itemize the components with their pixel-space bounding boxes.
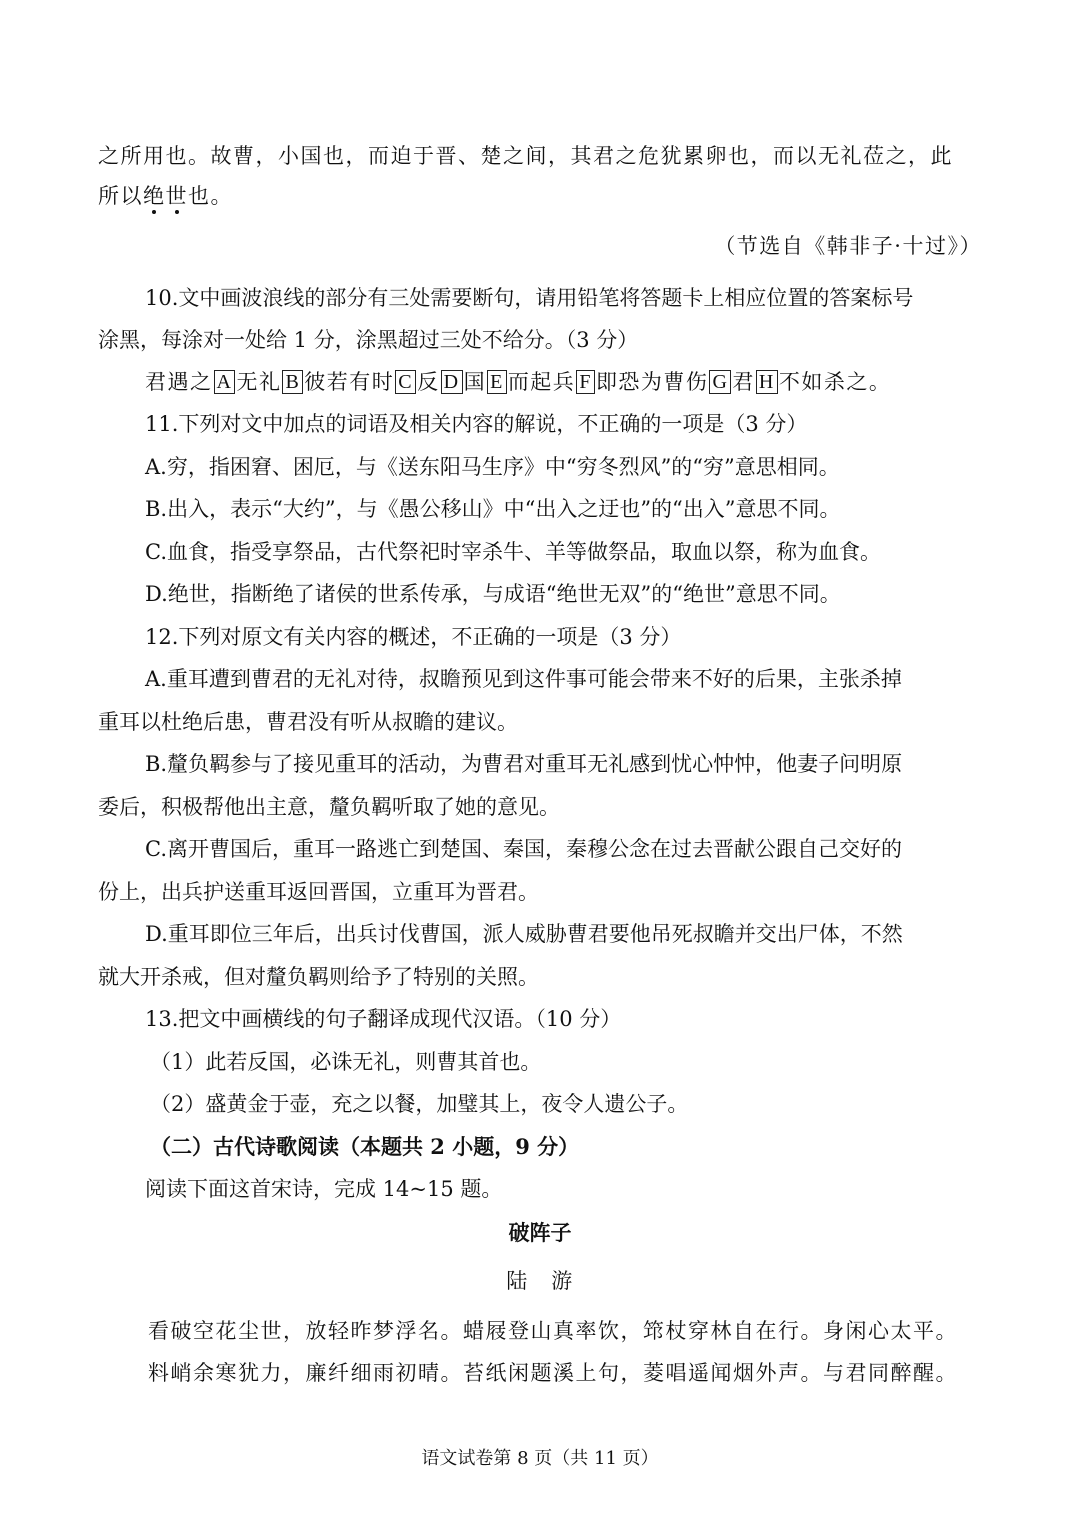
q12-option-c-2: 份上，出兵护送重耳返回晋国，立重耳为晋君。	[98, 880, 539, 904]
q13-sentence-2: （2）盛黄金于壶，充之以餐，加璧其上，夜令人遗公子。	[150, 1092, 689, 1116]
q12-option-a-1: A.重耳遭到曹君的无礼对待，叔瞻预见到这件事可能会带来不好的后果，主张杀掉	[145, 667, 902, 691]
poem-author: 陆 游	[506, 1269, 574, 1293]
segment-text: 而起兵	[507, 370, 576, 394]
q11-stem: 11.下列对文中加点的词语及相关内容的解说，不正确的一项是（3 分）	[145, 412, 808, 436]
q13-sentence-1: （1）此若反国，必诛无礼，则曹其首也。	[150, 1050, 542, 1074]
poem-line-1: 看破空花尘世，放轻昨梦浮名。蜡屐登山真率饮，筇杖穿林自在行。身闲心太平。	[148, 1319, 958, 1343]
segment-text: 无礼	[236, 370, 282, 394]
answer-label-box: G	[709, 370, 731, 394]
answer-label-box: D	[441, 370, 463, 394]
q12-option-c-1: C.离开曹国后，重耳一路逃亡到楚国、秦国，秦穆公念在过去晋献公跟自己交好的	[145, 837, 902, 861]
q12-option-b-1: B.釐负羁参与了接见重耳的活动，为曹君对重耳无礼感到忧心忡忡，他妻子问明原	[145, 752, 903, 776]
segment-text: 国	[463, 370, 487, 394]
q12-option-b-2: 委后，积极帮他出主意，釐负羁听取了她的意见。	[98, 795, 560, 819]
segment-text: 君遇之	[145, 370, 213, 394]
q10-segments	[145, 366, 982, 396]
q12-stem: 12.下列对原文有关内容的概述，不正确的一项是（3 分）	[145, 625, 682, 649]
q12-option-d-2: 就大开杀戒，但对釐负羁则给予了特别的关照。	[98, 965, 539, 989]
answer-label-box: C	[395, 370, 416, 394]
dotted-character: 世	[165, 184, 188, 208]
poem-line-2: 料峭余寒犹力，廉纤细雨初晴。苔纸闲题溪上句，菱唱遥闻烟外声。与君同醉醒。	[148, 1361, 958, 1385]
dotted-character: 绝	[143, 184, 166, 208]
section-intro: 阅读下面这首宋诗，完成 14~15 题。	[145, 1177, 503, 1201]
q11-option-d: D.绝世，指断绝了诸侯的世系传承，与成语“绝世无双”的“绝世”意思不同。	[145, 582, 841, 606]
passage-text: 也。	[188, 184, 233, 208]
segment-text: 即恐为曹伤	[595, 370, 709, 394]
page-footer: 语文试卷第 8 页（共 11 页）	[421, 1448, 659, 1469]
segment-text: 不如杀之。	[778, 370, 892, 394]
q11-option-c: C.血食，指受享祭品，古代祭祀时宰杀牛、羊等做祭品，取血以祭，称为血食。	[145, 540, 881, 564]
passage-line-1: 之所用也。故曹，小国也，而迫于晋、楚之间，其君之危犹累卵也，而以无礼莅之，此	[98, 144, 953, 168]
section-heading: （二）古代诗歌阅读（本题共 2 小题，9 分）	[150, 1134, 580, 1159]
q12-option-a-2: 重耳以杜绝后患，曹君没有听从叔瞻的建议。	[98, 710, 518, 734]
passage-line-2	[98, 180, 982, 210]
answer-label-box: H	[756, 370, 778, 394]
q11-option-a: A.穷，指困窘、困厄，与《送东阳马生序》中“穷冬烈风”的“穷”意思相同。	[145, 455, 840, 479]
q12-option-d-1: D.重耳即位三年后，出兵讨伐曹国，派人威胁曹君要他吊死叔瞻并交出尸体，不然	[145, 922, 903, 946]
passage-text: 所以	[98, 184, 143, 208]
source-citation: （节选自《韩非子·十过》）	[714, 234, 982, 258]
q11-option-b: B.出入，表示“大约”，与《愚公移山》中“出入之迂也”的“出入”意思不同。	[145, 497, 841, 521]
segment-text: 君	[732, 370, 755, 394]
q10-line-1: 10.文中画波浪线的部分有三处需要断句，请用铅笔将答题卡上相应位置的答案标号	[145, 286, 914, 310]
answer-label-box: B	[282, 370, 303, 394]
answer-label-box: E	[487, 370, 507, 394]
dotted-word	[143, 184, 188, 208]
answer-label-box: F	[576, 370, 595, 394]
answer-label-box: A	[214, 370, 236, 394]
q10-line-2: 涂黑，每涂对一处给 1 分，涂黑超过三处不给分。（3 分）	[98, 328, 639, 352]
segment-text: 彼若有时	[304, 370, 395, 394]
poem-title: 破阵子	[508, 1220, 572, 1245]
segment-text: 反	[417, 370, 440, 394]
q13-stem: 13.把文中画横线的句子翻译成现代汉语。（10 分）	[145, 1007, 622, 1031]
